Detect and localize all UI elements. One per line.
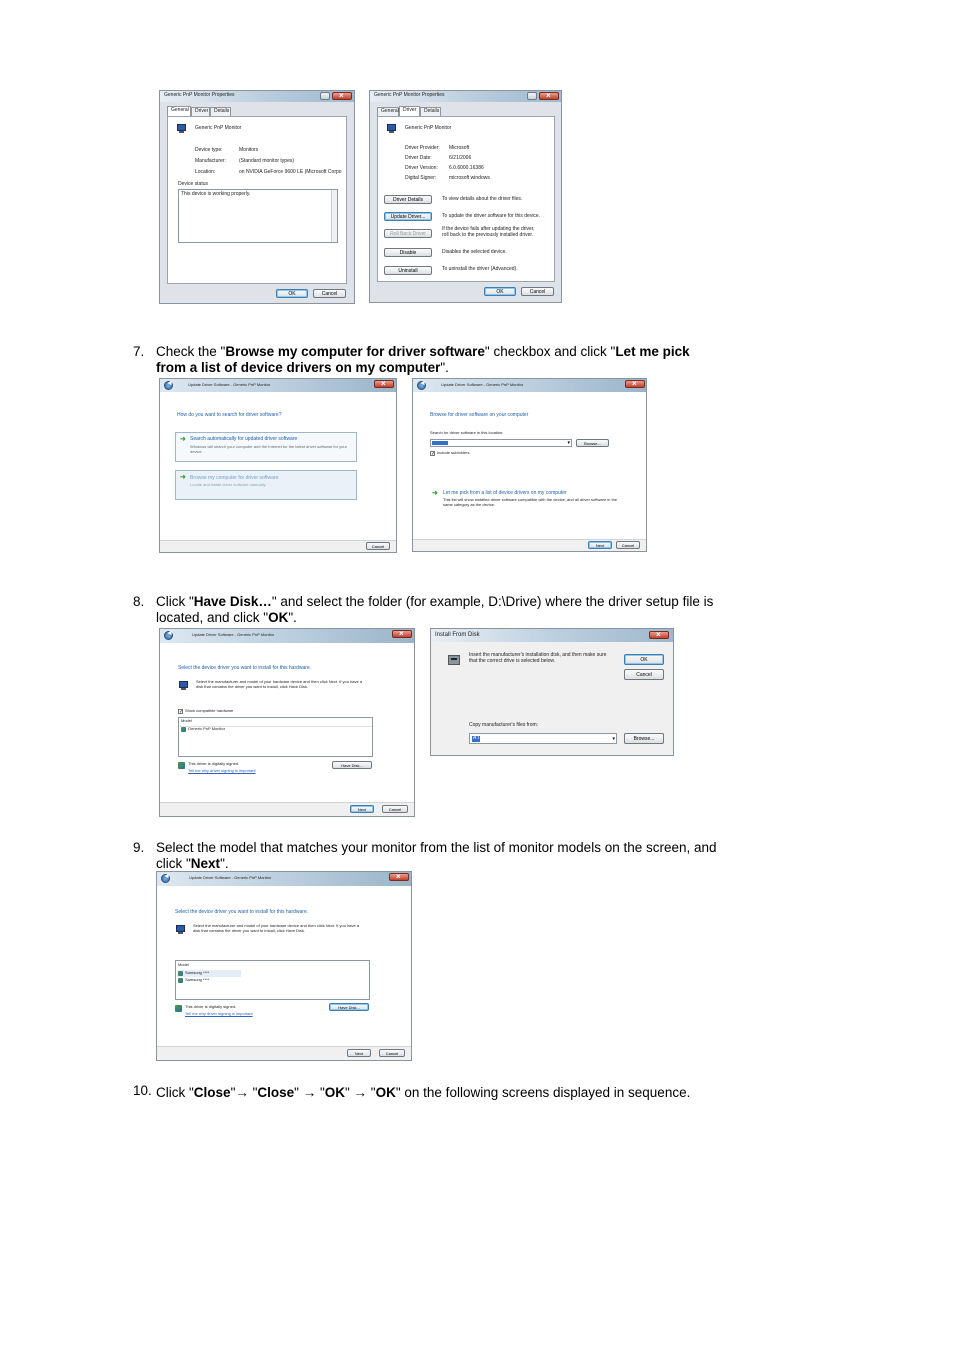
- cancel-button[interactable]: Cancel: [379, 1049, 405, 1057]
- device-name: Generic PnP Monitor: [195, 125, 242, 131]
- table-row[interactable]: [180, 726, 372, 733]
- browse-computer-option[interactable]: [175, 470, 357, 500]
- device-status-text: This device is working properly.: [181, 191, 251, 197]
- have-disk-button[interactable]: Have Disk...: [332, 761, 372, 769]
- title-bar: [160, 91, 354, 102]
- step-number: 9.: [133, 840, 145, 855]
- step-7: [133, 344, 723, 378]
- update-driver-button[interactable]: Update Driver...: [384, 212, 432, 221]
- step-text: Click "Have Disk…" and select the folder (for example, D:\Drive) where the driver setup file is located, and click "OK".: [156, 594, 714, 625]
- monitor-icon: [386, 124, 397, 134]
- update-driver-description: To update the driver software for this device.: [442, 213, 541, 219]
- driver-version-label: Driver Version:: [405, 165, 438, 171]
- title-bar: [370, 91, 561, 102]
- back-arrow-icon[interactable]: ◄: [161, 874, 170, 883]
- help-button[interactable]: [527, 92, 537, 100]
- location-label: Location:: [195, 169, 216, 175]
- window-title: Install From Disk: [435, 632, 480, 638]
- wizard-header: [157, 872, 411, 886]
- select-heading: Select the device driver you want to install for this hardware.: [178, 665, 312, 671]
- title-bar: [431, 629, 673, 642]
- step-9: [133, 840, 723, 874]
- uninstall-description: To uninstall the driver (Advanced).: [442, 266, 518, 272]
- model-list[interactable]: [175, 960, 370, 1000]
- model-list[interactable]: [178, 717, 373, 757]
- close-button[interactable]: ×: [389, 873, 409, 881]
- table-row[interactable]: [177, 977, 241, 984]
- browse-button[interactable]: Browse...: [624, 733, 664, 744]
- wizard-footer: [413, 539, 646, 551]
- green-arrow-icon: ➜: [180, 436, 186, 443]
- include-subfolders-checkbox[interactable]: ✓: [431, 451, 436, 457]
- step-number: 8.: [133, 594, 145, 609]
- roll-back-description: If the device fails after updating the driver, roll back to the previously installed driver.: [442, 226, 535, 238]
- select-description: Select the manufacturer and model of your hardware device and then click Next. If you have a disk that contains the driver you want to install, click Have Disk.: [193, 923, 360, 933]
- back-arrow-icon[interactable]: ◄: [417, 381, 426, 390]
- model-item: Samsung ****: [185, 970, 210, 975]
- manufacturer-label: Manufacturer:: [195, 158, 226, 164]
- device-name: Generic PnP Monitor: [405, 125, 452, 131]
- next-button[interactable]: Next: [347, 1049, 371, 1057]
- signed-driver-text: This driver is digitally signed.: [185, 1004, 237, 1009]
- select-description: Select the manufacturer and model of your hardware device and then click Next. If you have a disk that contains the driver you want to install, click Have Disk.: [196, 679, 363, 689]
- show-compatible-label: Show compatible hardware: [185, 708, 234, 713]
- close-button[interactable]: ×: [539, 92, 559, 100]
- tab-general[interactable]: General: [167, 106, 191, 116]
- step-text: Select the model that matches your monitor from the list of monitor models on the screen, and click "Next".: [156, 840, 717, 871]
- wizard-header-text: Update Driver Software - Generic PnP Monitor: [189, 875, 272, 880]
- green-arrow-icon: ➜: [180, 474, 186, 481]
- cancel-button[interactable]: Cancel: [624, 669, 664, 680]
- select-heading: Select the device driver you want to install for this hardware.: [175, 909, 309, 915]
- copy-from-combo[interactable]: A:\ ▾: [469, 733, 617, 744]
- show-compatible-checkbox[interactable]: ✓: [179, 709, 184, 715]
- monitor-icon: [178, 681, 189, 691]
- properties-general-window: [159, 90, 355, 304]
- driver-date-label: Driver Date:: [405, 155, 432, 161]
- let-me-pick-description: This list will show installed driver software compatible with the device, and all driver software in the same category as the device.: [443, 497, 618, 507]
- close-button[interactable]: ×: [374, 380, 394, 388]
- close-button[interactable]: ×: [392, 630, 412, 638]
- manufacturer-value: (Standard monitor types): [239, 158, 295, 164]
- browse-heading: Browse for driver software on your computer: [430, 412, 529, 418]
- wizard-footer: [157, 1046, 411, 1060]
- next-button[interactable]: Next: [350, 805, 374, 813]
- tab-driver[interactable]: Driver: [399, 106, 420, 116]
- wizard-footer: [160, 540, 396, 552]
- tab-details[interactable]: Details: [210, 107, 231, 116]
- option-description: Locate and install driver software manually.: [190, 482, 267, 487]
- device-status-label: Device status: [178, 181, 209, 187]
- wizard-header: [160, 629, 414, 643]
- model-item: Generic PnP Monitor: [188, 726, 226, 731]
- close-button[interactable]: ×: [649, 631, 669, 639]
- ok-button[interactable]: OK: [624, 654, 664, 665]
- driver-provider-label: Driver Provider:: [405, 145, 440, 151]
- select-driver-window: [159, 628, 415, 817]
- browse-button[interactable]: Browse...: [576, 439, 609, 447]
- option-title: Search automatically for updated driver software: [190, 436, 298, 442]
- digital-signer-label: Digital Signer:: [405, 175, 437, 181]
- disable-button[interactable]: Disable: [384, 248, 432, 257]
- option-description: Windows will search your computer and the Internet for the latest driver software for your device.: [190, 444, 347, 454]
- wizard-header: [413, 379, 646, 392]
- step-number: 10.: [133, 1083, 152, 1098]
- driver-details-description: To view details about the driver files.: [442, 196, 523, 202]
- close-button[interactable]: ×: [332, 92, 352, 100]
- next-button[interactable]: Next: [588, 541, 612, 549]
- update-driver-search-window: [159, 378, 397, 553]
- wizard-header-text: Update Driver Software - Generic PnP Monitor: [188, 382, 271, 387]
- window-title: Generic PnP Monitor Properties: [164, 92, 235, 98]
- driver-tab-panel: [377, 116, 555, 282]
- drive-value: A:\: [473, 735, 480, 741]
- step-8: [133, 594, 723, 628]
- driver-details-button[interactable]: Driver Details: [384, 195, 432, 204]
- uninstall-button[interactable]: Uninstall: [384, 266, 432, 275]
- wizard-footer: [160, 802, 414, 816]
- digital-signer-value: microsoft windows: [449, 175, 490, 181]
- wizard-header: [160, 379, 396, 392]
- cancel-button[interactable]: Cancel: [616, 541, 640, 549]
- table-row[interactable]: [177, 970, 241, 977]
- include-subfolders-label: Include subfolders: [437, 450, 470, 455]
- help-button[interactable]: [320, 92, 330, 100]
- driver-version-value: 6.0.6000.16386: [449, 165, 484, 171]
- install-from-disk-window: [430, 628, 674, 756]
- select-samsung-driver-window: [156, 871, 412, 1061]
- model-header: Model: [181, 718, 192, 723]
- device-type-value: Monitors: [239, 147, 259, 153]
- window-title: Generic PnP Monitor Properties: [374, 92, 445, 98]
- tab-details[interactable]: Details: [420, 107, 441, 116]
- properties-driver-window: [369, 90, 562, 303]
- have-disk-button[interactable]: Have Disk...: [329, 1003, 369, 1011]
- search-automatically-option[interactable]: [175, 432, 357, 462]
- update-driver-browse-window: [412, 378, 647, 552]
- close-button[interactable]: ×: [625, 380, 645, 388]
- wizard-header-text: Update Driver Software - Generic PnP Monitor: [192, 632, 275, 637]
- monitor-icon: [176, 124, 187, 134]
- copy-from-label: Copy manufacturer's files from:: [469, 722, 539, 728]
- install-message: Insert the manufacturer's installation disk, and then make sure that the correct drive is selected below.: [469, 652, 607, 664]
- wizard-header-text: Update Driver Software - Generic PnP Monitor: [441, 382, 524, 387]
- monitor-item-icon: [178, 971, 183, 976]
- model-header: Model: [178, 962, 189, 967]
- model-item: Samsung ****: [185, 977, 210, 982]
- driver-provider-value: Microsoft: [449, 145, 470, 151]
- search-location-combo[interactable]: ▾: [430, 439, 572, 447]
- signed-driver-icon: [178, 762, 185, 769]
- step-number: 7.: [133, 344, 145, 359]
- ok-button[interactable]: OK: [276, 289, 308, 298]
- cancel-button[interactable]: Cancel: [382, 805, 408, 813]
- option-title: Browse my computer for driver software: [190, 475, 279, 481]
- why-signing-link[interactable]: Tell me why driver signing is important: [188, 768, 256, 773]
- search-location-label: Search for driver software in this location:: [430, 430, 504, 435]
- step-text: Click "Close"→ "Close" → "OK" → "OK" on the following screens displayed in sequence.: [156, 1085, 691, 1100]
- step-text: Check the "Browse my computer for driver software" checkbox and click "Let me pick from a list of device drivers on my computer".: [156, 344, 690, 375]
- monitor-item-icon: [181, 727, 186, 732]
- step-10: [133, 1084, 723, 1118]
- tab-general[interactable]: General: [377, 107, 399, 116]
- search-question: How do you want to search for driver software?: [177, 412, 282, 418]
- general-tab-panel: [167, 116, 347, 284]
- cancel-button[interactable]: Cancel: [366, 542, 390, 550]
- green-arrow-icon: ➜: [432, 490, 438, 497]
- driver-date-value: 6/21/2006: [449, 155, 472, 161]
- back-arrow-icon[interactable]: ◄: [164, 631, 173, 640]
- cancel-button[interactable]: Cancel: [313, 289, 346, 298]
- disk-drive-icon: [447, 653, 461, 667]
- device-status-box: [178, 189, 338, 243]
- monitor-item-icon: [178, 978, 183, 983]
- scrollbar[interactable]: [331, 190, 337, 242]
- roll-back-driver-button[interactable]: Roll Back Driver: [384, 229, 432, 238]
- let-me-pick-link[interactable]: Let me pick from a list of device drivers on my computer: [443, 490, 567, 496]
- ok-button[interactable]: OK: [484, 287, 516, 296]
- signed-driver-icon: [175, 1005, 182, 1012]
- cancel-button[interactable]: Cancel: [521, 287, 554, 296]
- back-arrow-icon[interactable]: ◄: [164, 381, 173, 390]
- tab-driver[interactable]: Driver: [191, 107, 210, 116]
- disable-description: Disables the selected device.: [442, 249, 507, 255]
- location-value: on NVIDIA GeForce 9600 LE (Microsoft Corpo: [239, 169, 342, 175]
- monitor-icon: [175, 925, 186, 935]
- why-signing-link[interactable]: Tell me why driver signing is important: [185, 1011, 253, 1016]
- signed-driver-text: This driver is digitally signed.: [188, 761, 240, 766]
- device-type-label: Device type:: [195, 147, 223, 153]
